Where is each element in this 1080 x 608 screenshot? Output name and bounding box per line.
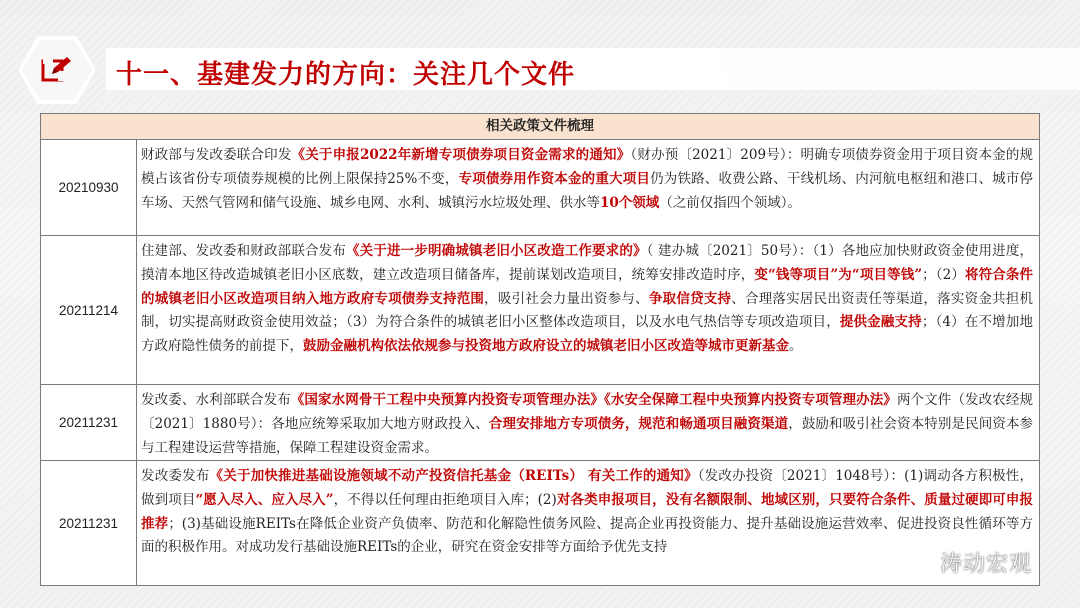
body-text: （ 建办城〔2021〕50号）：（1）各地应加快财政资金使用进度，摸清本地区待改造城镇老旧小区底数，建立改造项目储备库，提前谋划改造项目，统筹安排改造时序， bbox=[141, 243, 1034, 283]
wechat-icon bbox=[900, 547, 934, 577]
body-text: 仍为铁路、收费公路、干线机场、内河航电枢纽和港口、城市停车场、天然气管网和储气设施、城乡电网、水利、城镇污水垃圾处理、供水等 bbox=[141, 170, 1033, 211]
row-content bbox=[137, 140, 1039, 235]
edit-icon bbox=[40, 55, 74, 85]
body-text: ，吸引社会力量出资参与、 bbox=[484, 290, 649, 307]
body-text: ；(3)基础设施REITs在降低企业资产负债率、防范和化解隐性债务风险、提高企业再投资能力、提升基础设施运营效率、促进投资良性循环等方面的积极作用。对成功发行基础设施REITs的企业，研究在资金安排等方面给予优先支持 bbox=[141, 515, 1034, 556]
table-row bbox=[41, 385, 1039, 461]
watermark-text: 涛动宏观 bbox=[940, 551, 1033, 577]
table-row bbox=[41, 236, 1039, 385]
highlighted-text: 《关于加快推进基础设施领域不动产投资信托基金（REITs） 有关工作的通知》 bbox=[209, 468, 698, 484]
table-header: 相关政策文件梳理 bbox=[41, 114, 1039, 140]
body-text: 、合理落实居民出资责任等渠道，落实资金共担机制，切实提高财政资金使用效益；（3）为符合条件的城镇老旧小区整体改造项目，以及水电气热信等专项改造项目， bbox=[141, 290, 1034, 331]
row-date: 20210930 bbox=[41, 140, 137, 235]
body-text: （发改办投资〔2021〕1048号）：(1)调动各方积极性，做到项目 bbox=[141, 468, 1033, 508]
highlighted-text: 《关于进一步明确城镇老旧小区改造工作要求的》 bbox=[346, 243, 647, 259]
body-text: 发改委发布 bbox=[141, 468, 210, 484]
page-title: 十一、基建发力的方向：关注几个文件 bbox=[116, 60, 576, 90]
body-text: ，鼓励和吸引社会资本特别是民间资本参与工程建设运营等措施，保障工程建设资金需求。 bbox=[141, 415, 1034, 456]
body-text: 住建部、发改委和财政部联合发布 bbox=[141, 243, 346, 259]
body-text: 发改委、水利部联合发布 bbox=[141, 392, 291, 408]
highlighted-text: 对各类申报项目，没有名额限制、地域区别，只要符合条件、质量过硬即可申报推荐 bbox=[141, 491, 1034, 532]
highlighted-text: 专项债券用作资本金的重大项目 bbox=[458, 170, 651, 187]
row-content bbox=[137, 236, 1039, 384]
policy-table bbox=[40, 113, 1040, 586]
body-text: （财办预〔2021〕209号）：明确专项债券资金用于项目资本金的规模占该省份专项债券规模的比例上限保持25%不变， bbox=[141, 147, 1034, 187]
highlighted-text: 争取信贷支持 bbox=[648, 290, 732, 307]
row-content bbox=[137, 385, 1039, 460]
highlighted-text: 《国家水网骨干工程中央预算内投资专项管理办法》《水安全保障工程中央预算内投资专项管理办法》 bbox=[290, 392, 897, 408]
table-row bbox=[41, 140, 1039, 236]
highlighted-text: 将符合条件的城镇老旧小区改造项目纳入地方政府专项债券支持范围 bbox=[141, 266, 1034, 307]
highlighted-text: “愿入尽入、应入尽入” bbox=[195, 491, 334, 508]
highlighted-text: 变“钱等项目”为“项目等钱” bbox=[754, 266, 923, 283]
body-text: ；（4）在不增加地方政府隐性债务的前提下， bbox=[141, 314, 1033, 355]
body-text: ；（2） bbox=[922, 266, 965, 283]
body-text: ，不得以任何理由拒绝项目入库；(2) bbox=[333, 491, 557, 508]
watermark bbox=[900, 546, 1032, 578]
highlighted-text: 合理安排地方专项债务，规范和畅通项目融资渠道 bbox=[488, 415, 789, 432]
body-text: 两个文件（发改农经规〔2021〕1880号）：各地应统筹采取加大地方财政投入、 bbox=[141, 392, 1034, 432]
highlighted-text: 10个领域 bbox=[600, 194, 660, 211]
body-text: 财政部与发改委联合印发 bbox=[141, 147, 292, 163]
body-text: 。 bbox=[789, 338, 803, 355]
row-date: 20211231 bbox=[41, 461, 137, 585]
highlighted-text: 提供金融支持 bbox=[839, 314, 922, 331]
row-date: 20211214 bbox=[41, 236, 137, 384]
highlighted-text: 《关于申报2022年新增专项债券项目资金需求的通知》 bbox=[291, 147, 631, 163]
row-date: 20211231 bbox=[41, 385, 137, 460]
page-header bbox=[0, 28, 1080, 108]
table-row bbox=[41, 461, 1039, 585]
highlighted-text: 鼓励金融机构依法依规参与投资地方政府设立的城镇老旧小区改造等城市更新基金 bbox=[303, 338, 789, 355]
body-text: （之前仅指四个领域）。 bbox=[659, 194, 802, 211]
